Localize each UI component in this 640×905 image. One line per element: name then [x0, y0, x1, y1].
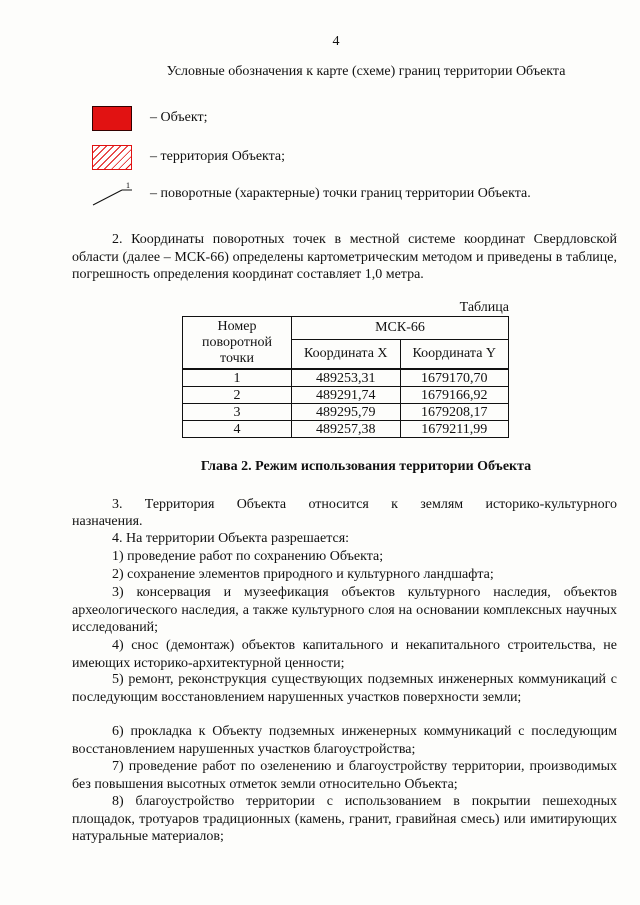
coord-x: 489291,74	[292, 387, 401, 404]
table-row	[183, 387, 509, 404]
list-item-8: 8) благоустройство территории с использованием в покрытии пешеходных площадок, тротуаров традиционных (камень, гранит, гравийная смесь) или имитирующих натуральные материалов;	[72, 794, 617, 844]
turning-point-icon	[92, 182, 132, 207]
point-number: 1	[183, 369, 292, 387]
list-item-7: 7) проведение работ по озеленению и благоустройству территории, производимых без повышения высотных отметок земли относительно Объекта;	[72, 759, 617, 792]
table-caption: Таблица	[459, 300, 509, 315]
col-point-header: Номер поворотной точки	[183, 317, 292, 370]
legend-territory-label: – территория Объекта;	[150, 149, 286, 164]
list-item-4: 4) снос (демонтаж) объектов капитального и некапитального строительства, не имеющих историко-архитектурной ценности;	[72, 638, 617, 671]
point-marker-label: 1	[126, 181, 130, 190]
legend-points-label: – поворотные (характерные) точки границ территории Объекта.	[150, 186, 531, 201]
coord-y: 1679166,92	[400, 387, 509, 404]
coord-y: 1679211,99	[400, 421, 509, 438]
coord-x: 489257,38	[292, 421, 401, 438]
object-swatch-icon	[92, 106, 132, 131]
legend-points-row	[92, 180, 531, 208]
paragraph-4: 4. На территории Объекта разрешается:	[112, 531, 350, 546]
legend-territory-row	[92, 143, 285, 171]
legend-title: Условные обозначения к карте (схеме) границ территории Объекта	[166, 64, 566, 79]
legend-object-label: – Объект;	[150, 110, 208, 125]
legend-object-row	[92, 104, 207, 132]
coord-y: 1679208,17	[400, 404, 509, 421]
point-number: 3	[183, 404, 292, 421]
table-row	[183, 369, 509, 387]
coord-y: 1679170,70	[400, 369, 509, 387]
list-item-3: 3) консервация и музеефикация объектов культурного наследия, объектов археологического наследия, а также культурного слоя на основании комплексных научных исследований;	[72, 585, 617, 635]
point-number: 4	[183, 421, 292, 438]
list-item-2: 2) сохранение элементов природного и культурного ландшафта;	[112, 567, 494, 582]
paragraph-2: 2. Координаты поворотных точек в местной системе координат Свердловской области (далее – МСК-66) определены картометрическим методом и приведены в таблице, погрешность определения координат составляет 1,0 метра.	[72, 232, 617, 282]
coordinates-table	[182, 316, 509, 438]
point-number: 2	[183, 387, 292, 404]
col-y-header: Координата Y	[400, 340, 509, 370]
table-row	[183, 421, 509, 438]
col-x-header: Координата X	[292, 340, 401, 370]
list-item-5: 5) ремонт, реконструкция существующих подземных инженерных коммуникаций с последующим восстановлением нарушенных участков поверхности земли;	[72, 672, 617, 705]
territory-hatch-icon	[92, 145, 132, 170]
page-number: 4	[332, 34, 340, 49]
paragraph-3-line1: 3. Территория Объекта относится к землям историко-культурного	[112, 497, 617, 512]
col-system-header: МСК-66	[292, 317, 509, 340]
coord-x: 489253,31	[292, 369, 401, 387]
list-item-1: 1) проведение работ по сохранению Объекта;	[112, 549, 384, 564]
chapter-heading: Глава 2. Режим использования территории Объекта	[200, 459, 532, 474]
coord-x: 489295,79	[292, 404, 401, 421]
table-row	[183, 404, 509, 421]
paragraph-3-line2: назначения.	[72, 514, 143, 529]
list-item-6: 6) прокладка к Объекту подземных инженерных коммуникаций с последующим восстановлением нарушенных участков благоустройства;	[72, 724, 617, 757]
